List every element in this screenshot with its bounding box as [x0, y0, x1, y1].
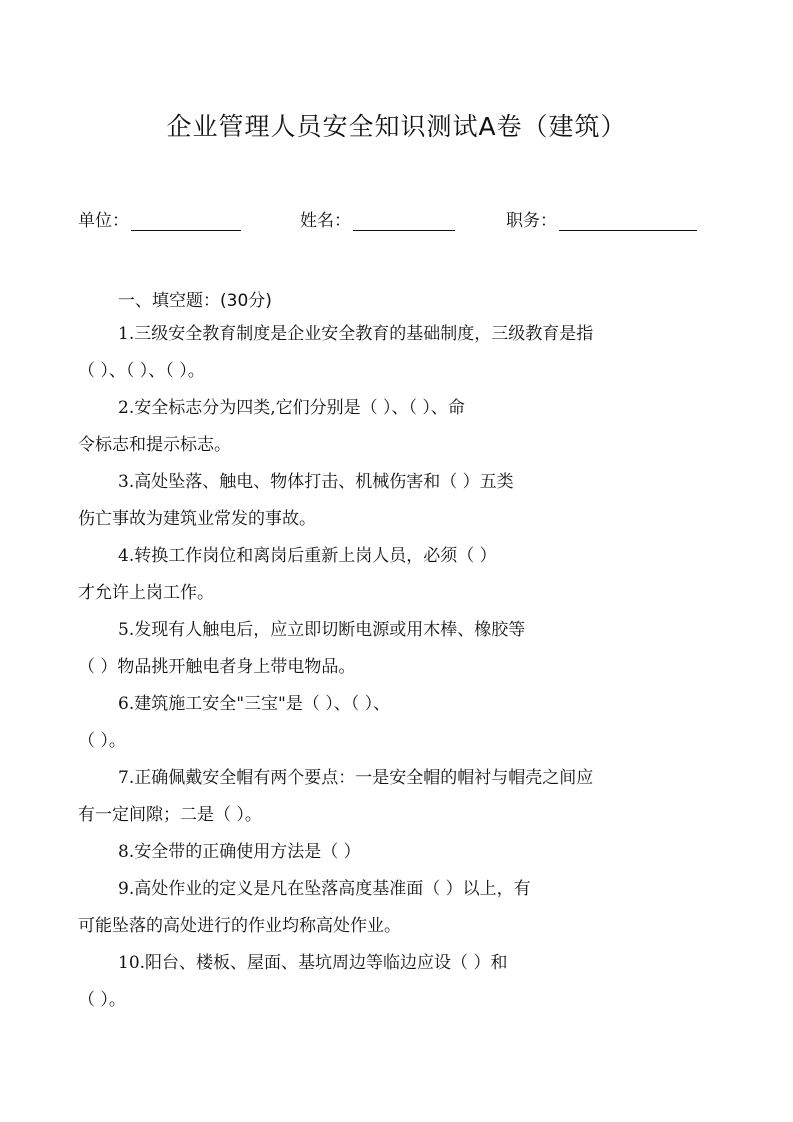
- position-field: [506, 206, 697, 231]
- question-3-line1: 3.高处坠落、触电、物体打击、机械伤害和（ ）五类: [118, 472, 514, 492]
- unit-blank-line[interactable]: [131, 210, 241, 231]
- question-9: [78, 871, 718, 945]
- name-field: [300, 206, 455, 231]
- question-4: [78, 538, 718, 612]
- question-2-line1: 2.安全标志分为四类,它们分别是（ ）、（ ）、命: [118, 398, 465, 418]
- question-7-line1: 7.正确佩戴安全帽有两个要点：一是安全帽的帽衬与帽壳之间应: [118, 768, 594, 788]
- question-3: [78, 464, 718, 538]
- question-5-line2: （ ）物品挑开触电者身上带电物品。: [78, 657, 356, 677]
- question-4-line1: 4.转换工作岗位和离岗后重新上岗人员，必须（ ）: [118, 546, 497, 566]
- question-7-line2: 有一定间隙；二是（ ）。: [78, 805, 262, 825]
- question-5: [78, 612, 718, 686]
- question-10: [78, 945, 718, 1019]
- question-list: [78, 316, 718, 1019]
- unit-field: [78, 206, 241, 231]
- question-3-line2: 伤亡事故为建筑业常发的事故。: [78, 509, 316, 529]
- question-8-line1: 8.安全带的正确使用方法是（ ）: [118, 842, 361, 862]
- unit-label: 单位：: [78, 211, 129, 231]
- question-8: [78, 834, 718, 871]
- question-10-line2: （ ）。: [78, 990, 126, 1010]
- exam-title: 企业管理人员安全知识测试A卷（建筑）: [166, 112, 627, 141]
- question-1: [78, 316, 718, 390]
- section-heading: 一、填空题：(30分): [118, 291, 272, 311]
- question-4-line2: 才允许上岗工作。: [78, 583, 214, 603]
- info-row: [78, 206, 718, 236]
- question-6: [78, 686, 718, 760]
- question-10-line1: 10.阳台、楼板、屋面、基坑周边等临边应设（ ）和: [118, 953, 508, 973]
- question-1-line1: 1.三级安全教育制度是企业安全教育的基础制度，三级教育是指: [118, 324, 594, 344]
- question-9-line1: 9.高处作业的定义是凡在坠落高度基准面（ ）以上，有: [118, 879, 531, 899]
- name-blank-line[interactable]: [353, 210, 455, 231]
- question-2-line2: 令标志和提示标志。: [78, 435, 231, 455]
- question-5-line1: 5.发现有人触电后，应立即切断电源或用木棒、橡胶等: [118, 620, 526, 640]
- question-6-line1: 6.建筑施工安全"三宝"是（ ）、（ ）、: [118, 694, 391, 714]
- name-label: 姓名：: [300, 211, 351, 231]
- question-2: [78, 390, 718, 464]
- question-7: [78, 760, 718, 834]
- question-1-line2: （ ）、（ ）、（ ）。: [78, 361, 205, 381]
- position-label: 职务：: [506, 211, 557, 231]
- question-6-line2: （ ）。: [78, 731, 126, 751]
- question-9-line2: 可能坠落的高处进行的作业均称高处作业。: [78, 916, 401, 936]
- position-blank-line[interactable]: [559, 210, 697, 231]
